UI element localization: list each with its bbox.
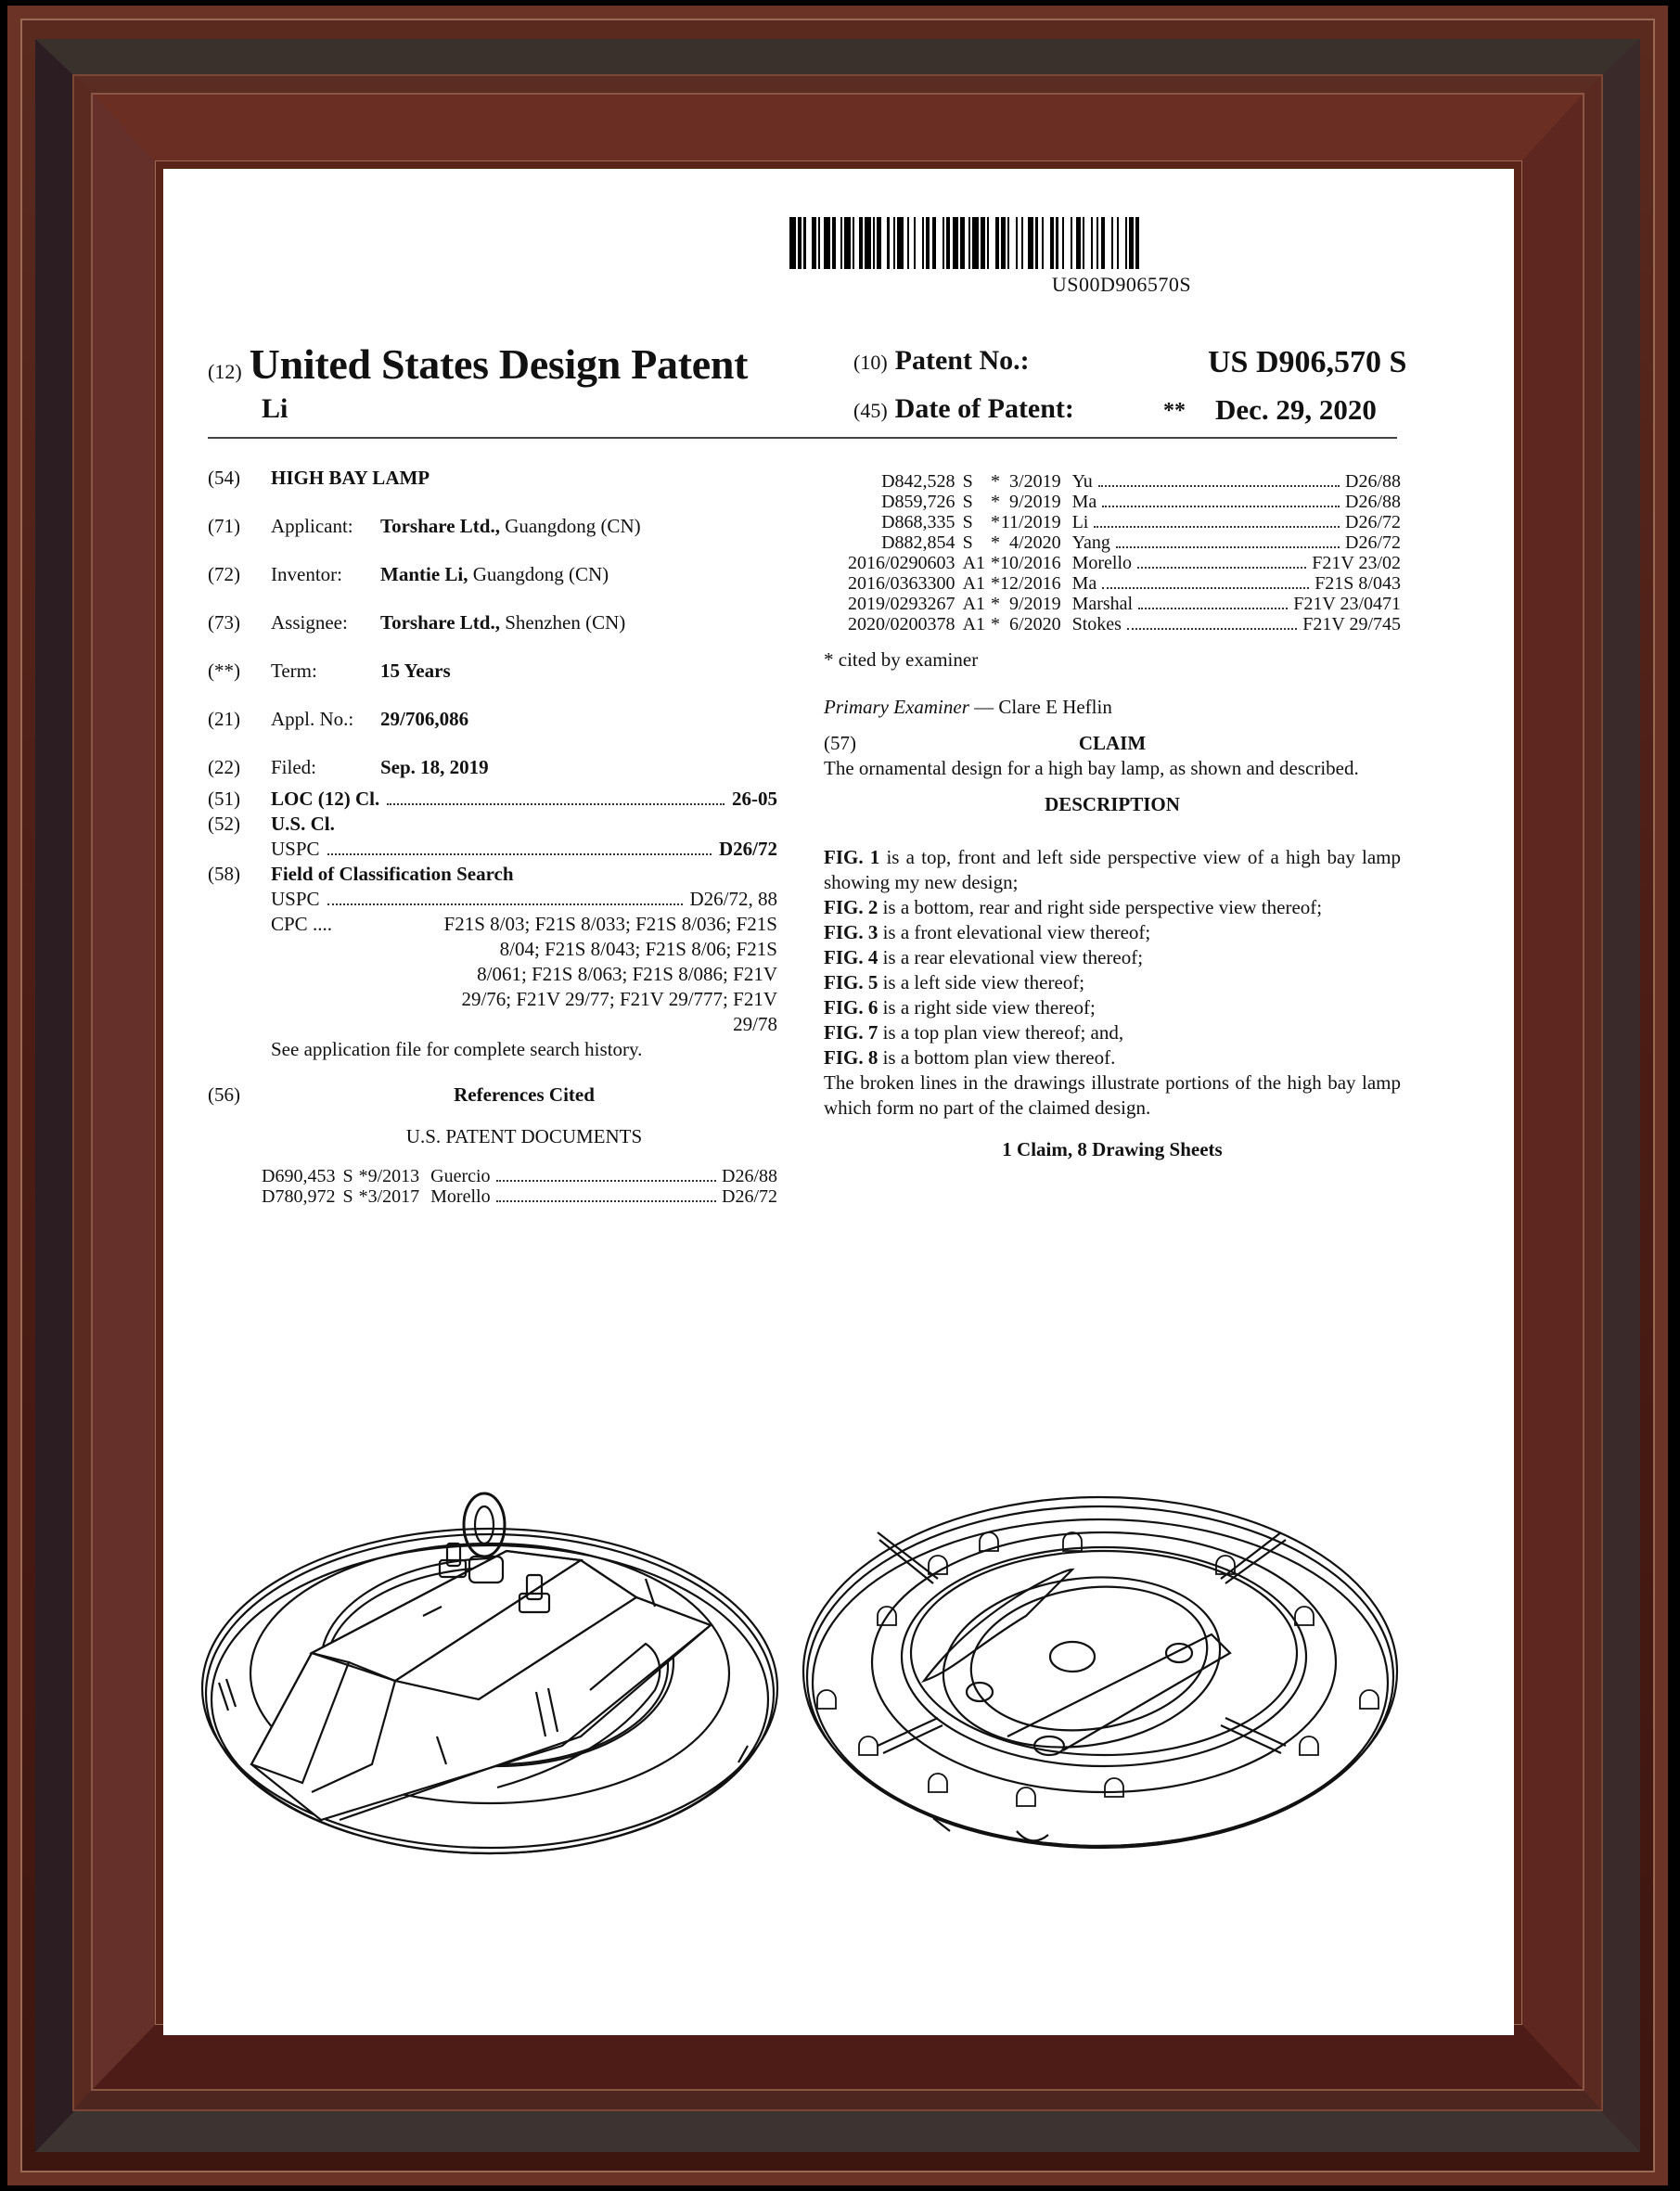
- field-label: Assignee:: [271, 611, 348, 634]
- patent-no-code: (10): [853, 351, 888, 374]
- reference-name-class: [1072, 532, 1401, 553]
- figure-label: FIG. 5: [824, 971, 878, 993]
- figure-text: is a bottom plan view thereof.: [878, 1046, 1116, 1069]
- reference-row: [848, 492, 1401, 512]
- term-value: 15 Years: [380, 660, 451, 682]
- reference-kind: A1: [962, 553, 986, 573]
- field-code: (58): [208, 863, 240, 885]
- reference-inventor: Marshal: [1071, 594, 1134, 614]
- reference-class: F21V 23/02: [1312, 553, 1401, 573]
- reference-row: [262, 1166, 777, 1186]
- cpc-label: CPC ....: [271, 913, 332, 935]
- patent-no-label: Patent No.:: [894, 345, 1030, 376]
- field-code: (51): [208, 788, 240, 810]
- reference-row: [848, 471, 1401, 492]
- search-uspc-value: D26/72, 88: [689, 888, 777, 910]
- examiner-label: Primary Examiner: [824, 696, 969, 718]
- reference-number: D859,726: [881, 492, 955, 512]
- reference-date: 9/2019: [1009, 594, 1061, 614]
- reference-row: [848, 573, 1401, 594]
- field-applicant: [208, 514, 777, 539]
- claims-column: [824, 471, 1401, 1162]
- barcode-block: [789, 217, 1398, 297]
- field-classification-search: [208, 862, 777, 887]
- patent-drawings: [191, 1467, 1490, 1950]
- figure-label: FIG. 6: [824, 996, 878, 1019]
- reference-name-class: [1072, 614, 1401, 634]
- reference-date: 6/2020: [1009, 614, 1061, 634]
- reference-date: 9/2013: [367, 1166, 420, 1186]
- reference-date: 3/2017: [367, 1186, 420, 1207]
- figure-descriptions: [824, 845, 1401, 1070]
- primary-examiner: [824, 695, 1401, 720]
- reference-class: F21V 23/0471: [1293, 594, 1401, 614]
- reference-inventor: Morello: [430, 1186, 491, 1207]
- reference-kind: S: [962, 512, 973, 532]
- figure-text: is a bottom, rear and right side perspective view thereof;: [878, 896, 1323, 918]
- reference-cited-marker: *: [358, 1166, 368, 1186]
- claim-heading: CLAIM: [1078, 732, 1147, 754]
- figure-text: is a top plan view thereof; and,: [878, 1021, 1124, 1044]
- field-code: (72): [208, 563, 240, 585]
- loc-class-value: 26-05: [732, 788, 777, 810]
- reference-name-class: [1072, 553, 1401, 573]
- reference-number: 2020/0200378: [848, 614, 955, 634]
- description-heading: DESCRIPTION: [1045, 793, 1180, 815]
- figure-text: is a left side view thereof;: [878, 971, 1085, 993]
- reference-name-class: [1072, 471, 1401, 492]
- figure-description: [824, 1045, 1401, 1070]
- field-label: Applicant:: [271, 515, 353, 537]
- assignee-location: Shenzhen (CN): [505, 611, 626, 634]
- field-code: (52): [208, 813, 240, 835]
- reference-cited-marker: *: [991, 492, 1001, 512]
- reference-name-class: [1072, 512, 1401, 532]
- field-title: [208, 466, 777, 491]
- field-label: Appl. No.:: [271, 708, 354, 730]
- applicant-location: Guangdong (CN): [505, 515, 641, 537]
- appl-no-value: 29/706,086: [380, 708, 469, 730]
- figure-description: [824, 895, 1401, 920]
- field-code: (71): [208, 515, 240, 537]
- reference-number: D780,972: [262, 1186, 336, 1207]
- reference-date: 12/2016: [1000, 573, 1061, 594]
- barcode-text: US00D906570S: [1051, 273, 1192, 296]
- field-label: LOC (12) Cl.: [271, 788, 380, 810]
- reference-number: D842,528: [881, 471, 955, 492]
- reference-inventor: Ma: [1071, 492, 1097, 512]
- inventor-surname: Li: [262, 393, 289, 424]
- reference-date: 3/2019: [1009, 471, 1061, 492]
- reference-class: D26/72: [1345, 512, 1401, 532]
- uspc-label: USPC: [271, 838, 320, 860]
- reference-cited-marker: *: [991, 553, 1001, 573]
- cpc-line: F21S 8/03; F21S 8/033; F21S 8/036; F21S: [443, 913, 777, 935]
- reference-inventor: Stokes: [1071, 614, 1122, 634]
- lamp-top-perspective-drawing: [191, 1467, 794, 1894]
- reference-class: F21S 8/043: [1315, 573, 1401, 594]
- field-assignee: [208, 610, 777, 635]
- broken-lines-note: The broken lines in the drawings illustrate portions of the high bay lamp which form no part of the claimed design.: [824, 1071, 1401, 1119]
- reference-class: D26/72: [1345, 532, 1401, 553]
- doc-type-code: (12): [208, 360, 242, 383]
- reference-inventor: Morello: [1071, 553, 1133, 573]
- reference-class: D26/88: [722, 1166, 777, 1186]
- figure-text: is a rear elevational view thereof;: [878, 946, 1144, 968]
- claim-heading-row: [824, 731, 1401, 756]
- reference-class: D26/72: [722, 1186, 777, 1207]
- reference-cited-marker: *: [991, 614, 1001, 634]
- reference-name-class: [1072, 594, 1401, 614]
- reference-row: [262, 1186, 777, 1207]
- figure-description: [824, 845, 1401, 895]
- references-heading: References Cited: [454, 1083, 595, 1106]
- examiner-name: Clare E Heflin: [998, 696, 1112, 718]
- claims-sheets-summary: 1 Claim, 8 Drawing Sheets: [1002, 1138, 1223, 1160]
- field-code: (57): [824, 732, 856, 754]
- uspc-label: USPC: [271, 888, 320, 910]
- reference-row: [848, 553, 1401, 573]
- search-uspc-row: [208, 887, 777, 912]
- reference-number: D690,453: [262, 1166, 336, 1186]
- figure-text: is a front elevational view thereof;: [878, 921, 1151, 943]
- cpc-line: 29/76; F21V 29/77; F21V 29/777; F21V: [461, 988, 777, 1010]
- field-references: [208, 1083, 777, 1108]
- patent-header: [208, 340, 1442, 430]
- field-us-class: [208, 812, 777, 837]
- cpc-block: [208, 912, 777, 1062]
- patent-number: US D906,570 S: [1208, 345, 1407, 379]
- claim-text: The ornamental design for a high bay lamp, as shown and described.: [824, 757, 1359, 779]
- figure-description: [824, 970, 1401, 995]
- field-label: U.S. Cl.: [271, 813, 335, 835]
- date-label: Date of Patent:: [894, 393, 1074, 424]
- field-label: Field of Classification Search: [271, 863, 514, 885]
- inventor-name: Mantie Li,: [380, 563, 468, 585]
- reference-number: D882,854: [881, 532, 955, 553]
- reference-row: [848, 532, 1401, 553]
- references-table-right: [848, 471, 1401, 634]
- barcode-icon: [789, 217, 1398, 269]
- cpc-line: 29/78: [733, 1013, 777, 1035]
- field-code: (21): [208, 708, 240, 730]
- search-history-note: See application file for complete search history.: [271, 1038, 643, 1060]
- reference-number: 2016/0363300: [848, 573, 955, 594]
- header-divider: [208, 437, 1397, 439]
- inventor-location: Guangdong (CN): [472, 563, 609, 585]
- examiner-separator: —: [968, 696, 999, 718]
- reference-kind: S: [342, 1186, 353, 1207]
- reference-cited-marker: *: [991, 573, 1001, 594]
- cpc-line: 8/04; F21S 8/043; F21S 8/06; F21S: [499, 938, 777, 960]
- uspc-row: [208, 837, 777, 862]
- reference-name-class: [430, 1186, 777, 1207]
- reference-name-class: [1072, 492, 1401, 512]
- figure-description: [824, 945, 1401, 970]
- field-term: [208, 659, 777, 684]
- figure-label: FIG. 1: [824, 846, 880, 868]
- cpc-line: 8/061; F21S 8/063; F21S 8/086; F21V: [477, 963, 777, 985]
- reference-cited-marker: *: [991, 594, 1001, 614]
- patent-document: [163, 169, 1514, 2035]
- doc-type-title: United States Design Patent: [249, 340, 749, 388]
- date-marker: **: [1163, 399, 1186, 423]
- field-label: Filed:: [271, 756, 317, 778]
- reference-inventor: Yu: [1071, 471, 1093, 492]
- reference-row: [848, 594, 1401, 614]
- figure-label: FIG. 7: [824, 1021, 878, 1044]
- field-code: (22): [208, 756, 240, 778]
- reference-cited-marker: *: [991, 471, 1001, 492]
- field-label: Inventor:: [271, 563, 342, 585]
- cited-by-examiner-note: * cited by examiner: [824, 648, 979, 671]
- field-appl-no: [208, 707, 777, 732]
- reference-class: D26/88: [1345, 492, 1401, 512]
- reference-row: [848, 512, 1401, 532]
- reference-date: 9/2019: [1009, 492, 1061, 512]
- reference-cited-marker: *: [991, 512, 1001, 532]
- field-code: (73): [208, 611, 240, 634]
- field-filed: [208, 755, 777, 780]
- references-table-left: [262, 1166, 777, 1207]
- reference-name-class: [430, 1166, 777, 1186]
- reference-kind: A1: [962, 614, 986, 634]
- invention-title: HIGH BAY LAMP: [271, 467, 430, 489]
- reference-number: D868,335: [881, 512, 955, 532]
- field-code: (54): [208, 467, 240, 489]
- reference-kind: S: [962, 532, 973, 553]
- reference-number: 2019/0293267: [848, 594, 955, 614]
- figure-description: [824, 920, 1401, 945]
- date-code: (45): [853, 399, 888, 422]
- reference-number: 2016/0290603: [848, 553, 955, 573]
- lamp-bottom-perspective-drawing: [794, 1467, 1406, 1894]
- patent-date: Dec. 29, 2020: [1215, 393, 1377, 426]
- reference-class: D26/88: [1345, 471, 1401, 492]
- field-code: (**): [208, 660, 240, 682]
- filed-date: Sep. 18, 2019: [380, 756, 489, 778]
- field-label: Term:: [271, 660, 317, 682]
- reference-kind: S: [962, 471, 973, 492]
- reference-kind: S: [342, 1166, 353, 1186]
- applicant-name: Torshare Ltd.,: [380, 515, 500, 537]
- reference-date: 4/2020: [1009, 532, 1061, 553]
- reference-cited-marker: *: [991, 532, 1001, 553]
- figure-description: [824, 1020, 1401, 1045]
- reference-kind: A1: [962, 573, 986, 594]
- field-loc-class: [208, 787, 777, 812]
- figure-label: FIG. 2: [824, 896, 878, 918]
- reference-inventor: Yang: [1071, 532, 1110, 553]
- reference-cited-marker: *: [358, 1186, 368, 1207]
- reference-name-class: [1072, 573, 1401, 594]
- reference-inventor: Guercio: [430, 1166, 491, 1186]
- reference-date: 11/2019: [1000, 512, 1061, 532]
- us-patent-documents-heading: U.S. PATENT DOCUMENTS: [405, 1125, 643, 1147]
- reference-date: 10/2016: [1000, 553, 1061, 573]
- reference-kind: A1: [962, 594, 986, 614]
- bibliographic-column: [208, 466, 777, 1207]
- assignee-name: Torshare Ltd.,: [380, 611, 500, 634]
- figure-description: [824, 995, 1401, 1020]
- figure-text: is a top, front and left side perspective view of a high bay lamp showing my new design;: [824, 846, 1401, 893]
- reference-row: [848, 614, 1401, 634]
- figure-label: FIG. 8: [824, 1046, 878, 1069]
- uspc-value: D26/72: [719, 838, 777, 860]
- figure-text: is a right side view thereof;: [878, 996, 1096, 1019]
- figure-label: FIG. 3: [824, 921, 878, 943]
- field-inventor: [208, 562, 777, 587]
- field-code: (56): [208, 1083, 240, 1106]
- figure-label: FIG. 4: [824, 946, 878, 968]
- reference-class: F21V 29/745: [1302, 614, 1401, 634]
- reference-inventor: Li: [1071, 512, 1089, 532]
- reference-kind: S: [962, 492, 973, 512]
- reference-inventor: Ma: [1071, 573, 1097, 594]
